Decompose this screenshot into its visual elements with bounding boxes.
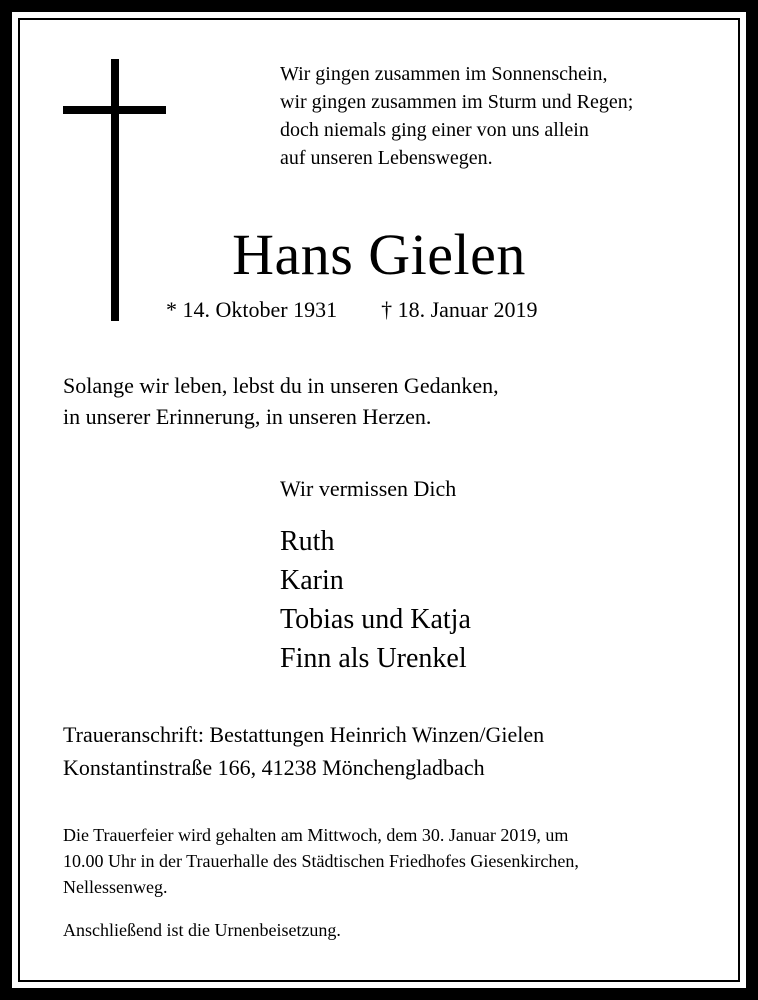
mourner-name: Ruth	[280, 526, 335, 557]
address-line: Konstantinstraße 166, 41238 Mönchengladbach	[63, 755, 485, 780]
poem	[280, 60, 633, 172]
ceremony-line: Nellessenweg.	[63, 877, 168, 897]
death-date: † 18. Januar 2019	[381, 297, 538, 322]
memorial-verse	[63, 370, 499, 432]
life-dates	[166, 296, 538, 324]
deceased-name: Hans Gielen	[232, 222, 526, 287]
cross-horizontal-bar	[63, 106, 166, 114]
poem-line: wir gingen zusammen im Sturm und Regen;	[280, 91, 634, 113]
verse-line: in unserer Erinnerung, in unseren Herzen.	[63, 404, 432, 429]
poem-line: doch niemals ging einer von uns allein	[280, 119, 589, 141]
mourner-name: Karin	[280, 565, 344, 596]
mourners-intro: Wir vermissen Dich	[280, 476, 457, 501]
verse-line: Solange wir leben, lebst du in unseren Gedanken,	[63, 373, 499, 398]
poem-line: Wir gingen zusammen im Sonnenschein,	[280, 63, 608, 85]
ceremony-details	[63, 822, 703, 900]
mourner-name: Tobias und Katja	[280, 604, 471, 635]
ceremony-line: Die Trauerfeier wird gehalten am Mittwoch, dem 30. Januar 2019, um	[63, 825, 569, 845]
mourning-address	[63, 718, 544, 784]
poem-line: auf unseren Lebenswegen.	[280, 147, 493, 169]
mourners-list	[280, 522, 471, 678]
birth-date: * 14. Oktober 1931	[166, 297, 338, 322]
ceremony-line: 10.00 Uhr in der Trauerhalle des Städtischen Friedhofes Giesenkirchen,	[63, 851, 579, 871]
mourner-name: Finn als Urenkel	[280, 643, 467, 674]
address-line: Traueranschrift: Bestattungen Heinrich Winzen/Gielen	[63, 722, 545, 747]
urn-burial-note: Anschließend ist die Urnenbeisetzung.	[63, 920, 341, 940]
